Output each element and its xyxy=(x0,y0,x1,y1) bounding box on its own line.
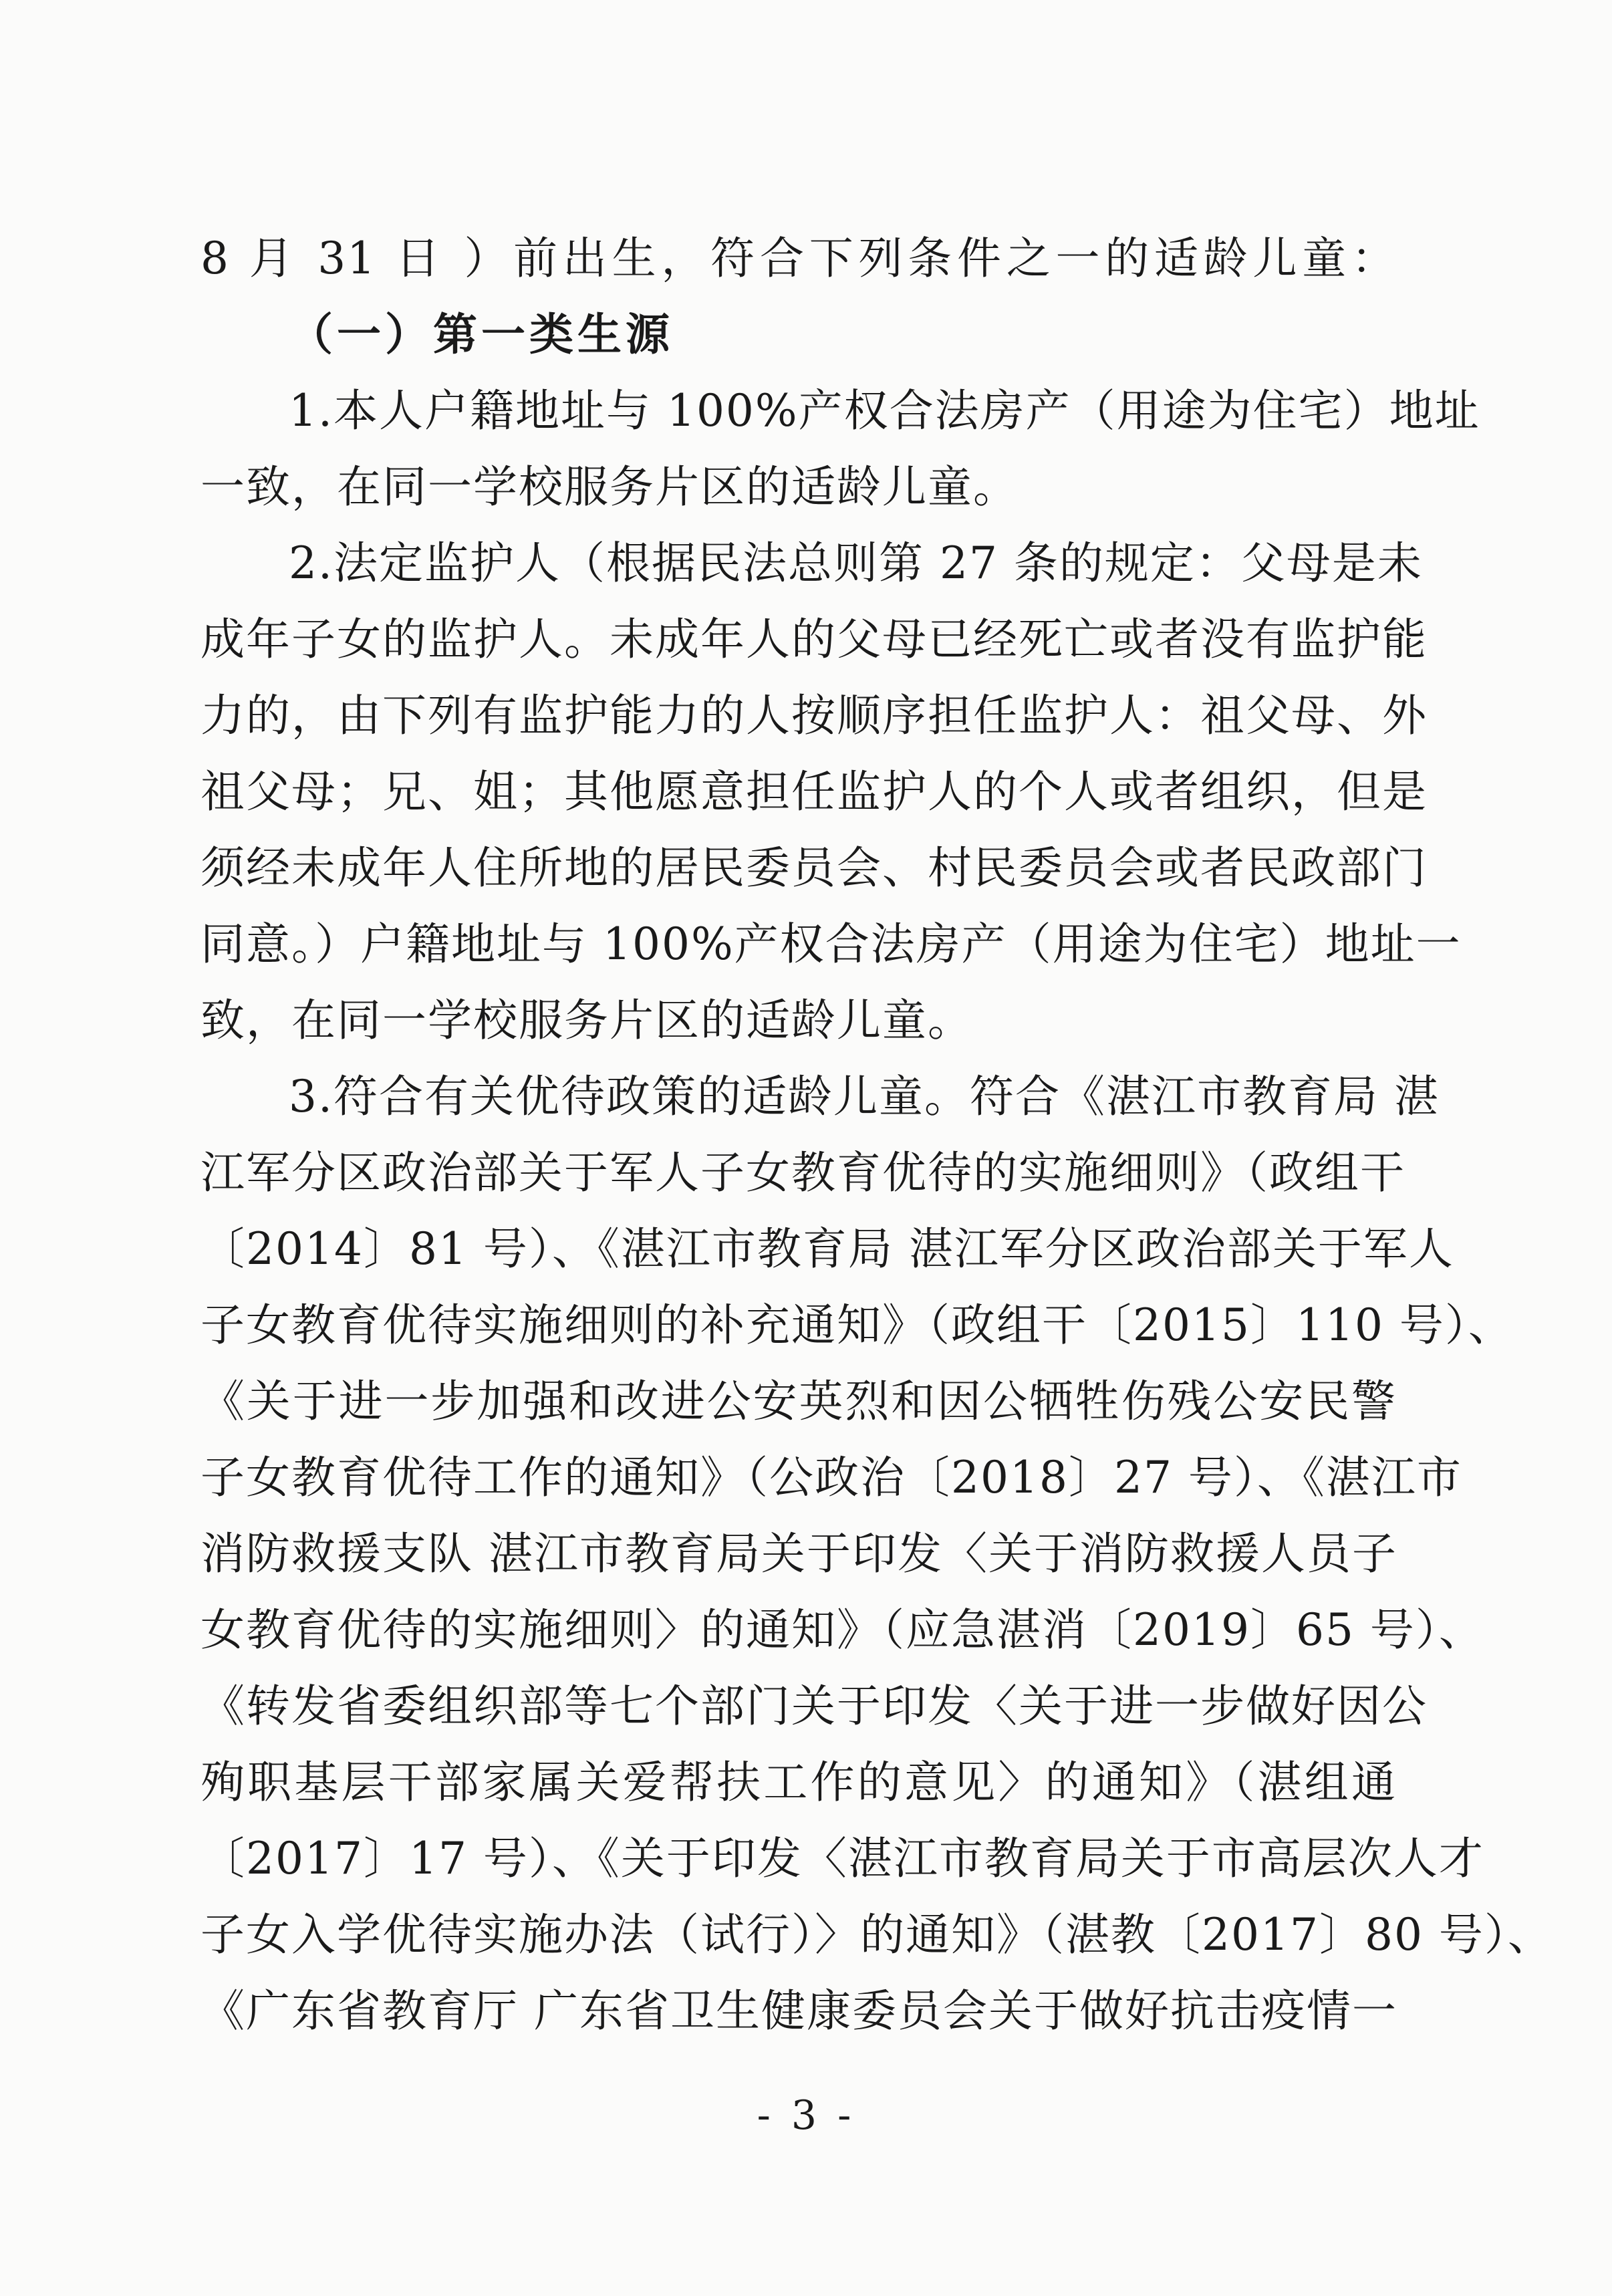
text-line: 同意。）户籍地址与 100%产权合法房产（用途为住宅）地址一 xyxy=(200,918,1462,970)
text-line: 2.法定监护人（根据民法总则第 27 条的规定：父母是未 xyxy=(289,537,1423,589)
text-line: 子女教育优待工作的通知》（公政治〔2018〕27 号）、《湛江市 xyxy=(200,1452,1462,1503)
text-line: 《关于进一步加强和改进公安英烈和因公牺牲伤残公安民警 xyxy=(200,1376,1397,1427)
text-line: 〔2017〕17 号）、《关于印发〈湛江市教育局关于市高层次人才 xyxy=(200,1833,1484,1884)
text-line: 8 月 31 日 ）前出生，符合下列条件之一的适龄儿童： xyxy=(200,233,1397,284)
text-line: 力的，由下列有监护能力的人按顺序担任监护人：祖父母、外 xyxy=(200,690,1428,741)
text-line: 《转发省委组织部等七个部门关于印发〈关于进一步做好因公 xyxy=(200,1680,1428,1732)
text-line: 江军分区政治部关于军人子女教育优待的实施细则》（政组干 xyxy=(200,1147,1405,1198)
text-line: 子女教育优待实施细则的补充通知》（政组干〔2015〕110 号）、 xyxy=(200,1299,1514,1351)
text-line: 〔2014〕81 号）、《湛江市教育局 湛江军分区政治部关于军人 xyxy=(200,1223,1454,1275)
text-line: 消防救援支队 湛江市教育局关于印发〈关于消防救援人员子 xyxy=(200,1528,1397,1579)
section-heading: （一）第一类生源 xyxy=(289,309,674,360)
text-line: 祖父母；兄、姐；其他愿意担任监护人的个人或者组织，但是 xyxy=(200,766,1428,817)
text-line: 须经未成年人住所地的居民委员会、村民委员会或者民政部门 xyxy=(200,842,1428,894)
text-line: 《广东省教育厅 广东省卫生健康委员会关于做好抗击疫情一 xyxy=(200,1985,1397,2037)
text-line: 3.符合有关优待政策的适龄儿童。符合《湛江市教育局 湛 xyxy=(289,1071,1440,1122)
text-line: 殉职基层干部家属关爱帮扶工作的意见〉的通知》（湛组通 xyxy=(200,1757,1397,1808)
page-number: - 3 - xyxy=(757,2092,855,2139)
text-line: 致，在同一学校服务片区的适龄儿童。 xyxy=(200,995,973,1046)
body-text xyxy=(200,221,1553,2049)
text-line: 1.本人户籍地址与 100%产权合法房产（用途为住宅）地址 xyxy=(289,385,1480,436)
text-line: 女教育优待的实施细则〉的通知》（应急湛消〔2019〕65 号）、 xyxy=(200,1604,1484,1656)
text-line: 一致，在同一学校服务片区的适龄儿童。 xyxy=(200,461,1019,513)
text-line: 子女入学优待实施办法（试行）〉的通知》（湛教〔2017〕80 号）、 xyxy=(200,1909,1553,1960)
text-line: 成年子女的监护人。未成年人的父母已经死亡或者没有监护能 xyxy=(200,614,1428,665)
